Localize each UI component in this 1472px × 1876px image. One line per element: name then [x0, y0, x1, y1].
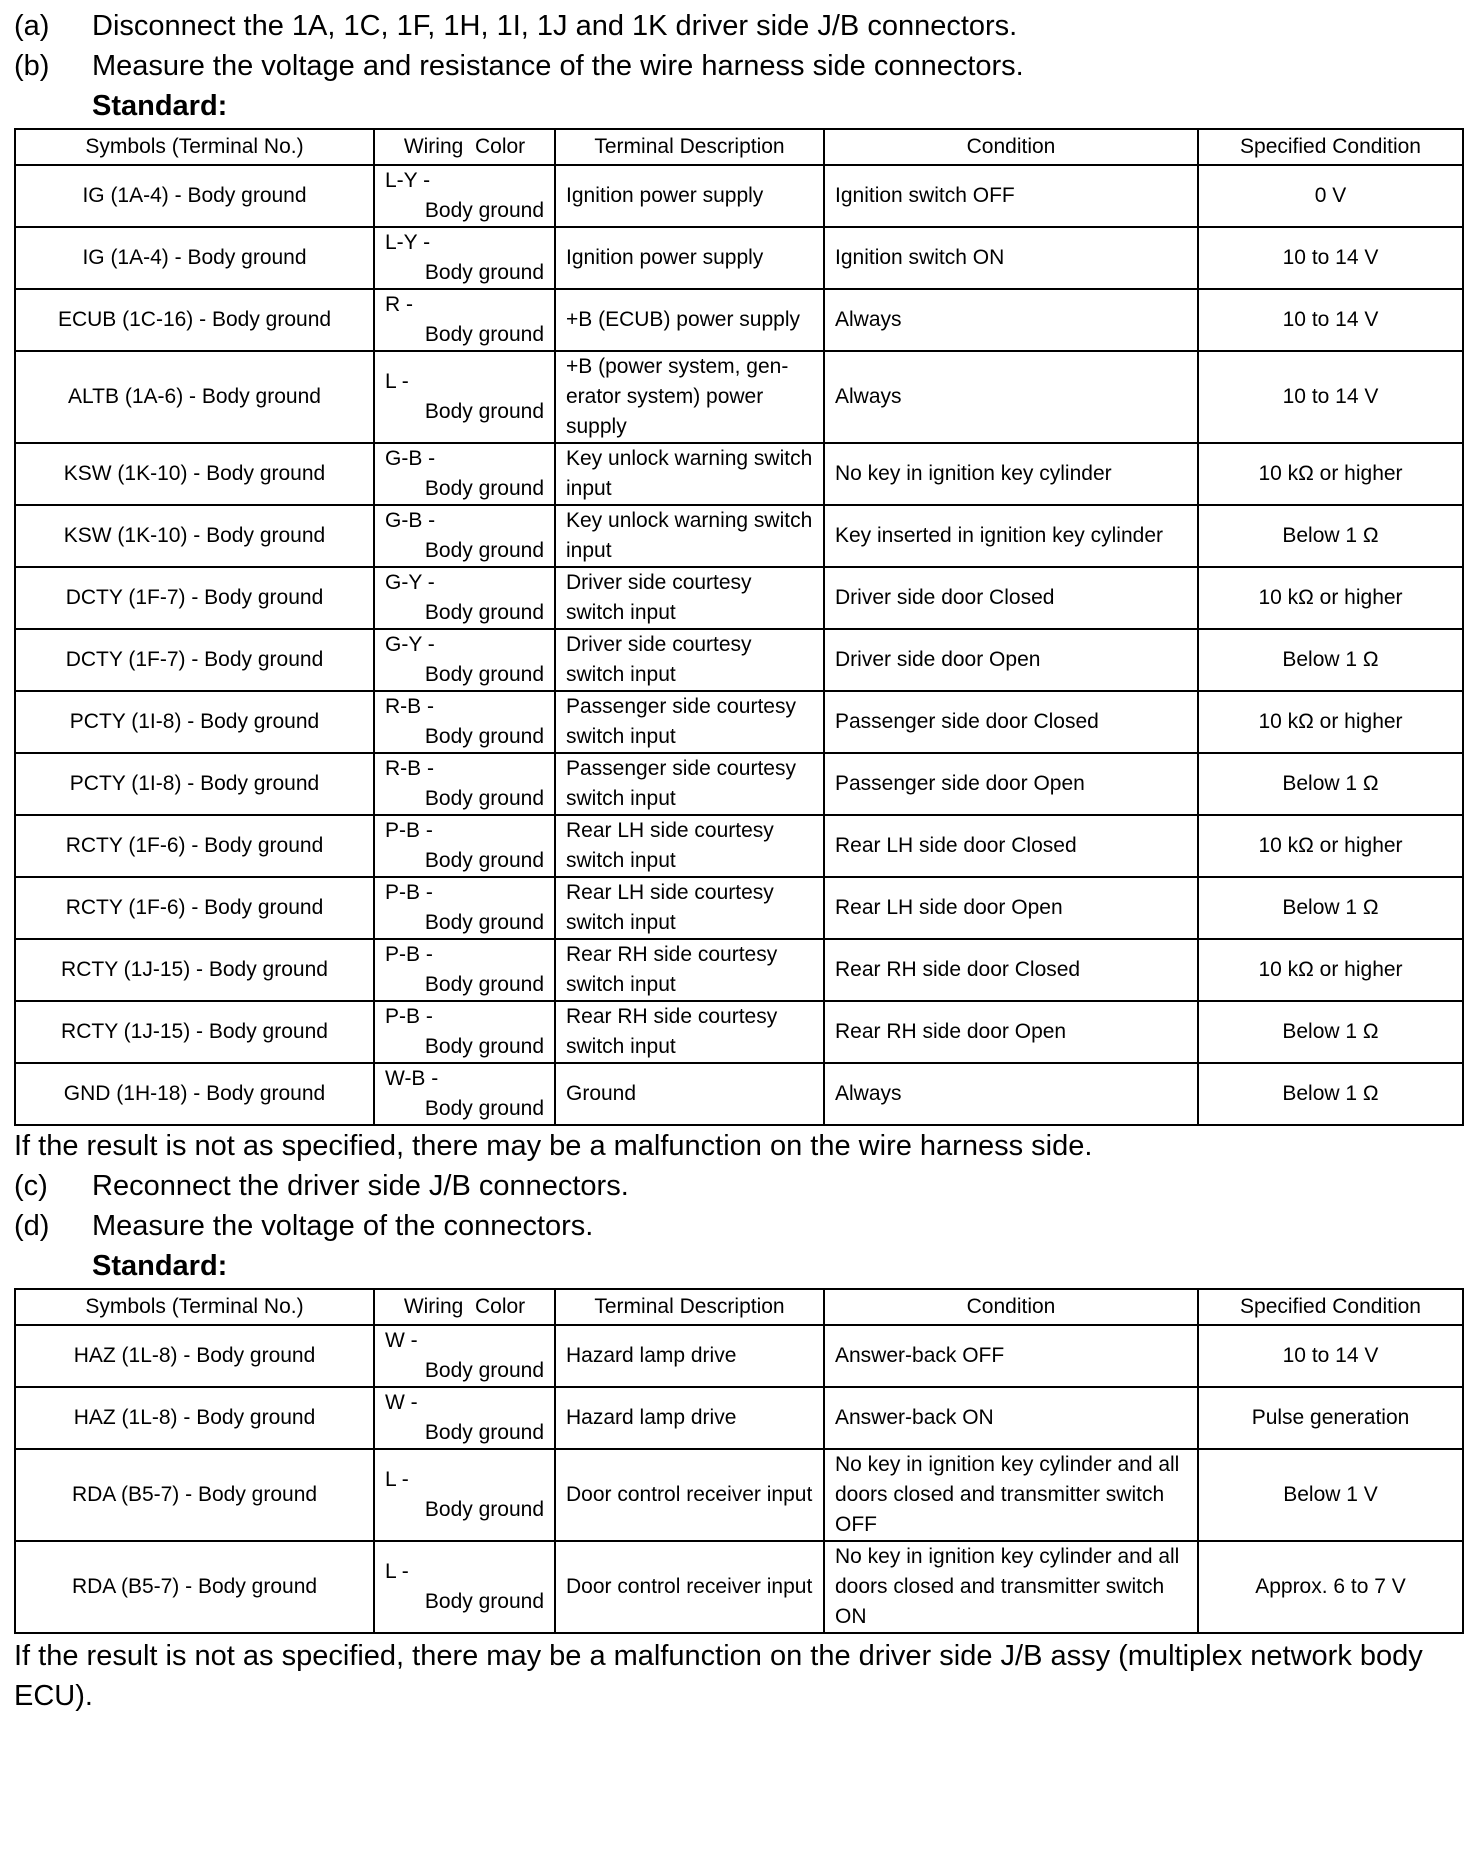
terminal-description-cell: +B (ECUB) power supply: [555, 289, 824, 351]
step-text: Measure the voltage and resistance of the wire harness side connectors.: [92, 50, 1024, 82]
terminal-symbol-cell: RCTY (1J-15) - Body ground: [15, 939, 374, 1001]
document-page: [14, 6, 1462, 1716]
table-row: [15, 691, 1463, 753]
wire-color: R-B -: [385, 757, 434, 780]
specified-condition-cell: 10 kΩ or higher: [1198, 815, 1463, 877]
table-row: [15, 1449, 1463, 1541]
step-text: Disconnect the 1A, 1C, 1F, 1H, 1I, 1J and 1K driver side J/B connectors.: [92, 10, 1018, 42]
wire-color: P-B -: [385, 943, 433, 966]
terminal-description-cell: Ignition power supply: [555, 227, 824, 289]
condition-cell: Key inserted in ignition key cylinder: [824, 505, 1198, 567]
wiring-color-cell: [374, 1001, 555, 1063]
step-d: [14, 1206, 1462, 1246]
table-row: [15, 1001, 1463, 1063]
wire-color: W-B -: [385, 1067, 439, 1090]
table-row: [15, 1387, 1463, 1449]
terminal-description-cell: Passenger side courtesy switch input: [555, 753, 824, 815]
terminal-description-cell: Hazard lamp drive: [555, 1387, 824, 1449]
specified-condition-cell: 10 to 14 V: [1198, 289, 1463, 351]
terminal-description-cell: Ground: [555, 1063, 824, 1125]
specified-condition-cell: Below 1 V: [1198, 1449, 1463, 1541]
table-header-row: [15, 1289, 1463, 1325]
table-row: [15, 939, 1463, 1001]
condition-cell: Rear RH side door Open: [824, 1001, 1198, 1063]
specified-condition-cell: Below 1 Ω: [1198, 505, 1463, 567]
terminal-symbol-cell: RCTY (1F-6) - Body ground: [15, 877, 374, 939]
table-row: [15, 753, 1463, 815]
condition-cell: Always: [824, 289, 1198, 351]
terminal-symbol-cell: DCTY (1F-7) - Body ground: [15, 567, 374, 629]
specified-condition-cell: Pulse generation: [1198, 1387, 1463, 1449]
wiring-color-cell: [374, 443, 555, 505]
terminal-symbol-cell: KSW (1K-10) - Body ground: [15, 505, 374, 567]
step-a: [14, 6, 1462, 46]
specified-condition-cell: 10 kΩ or higher: [1198, 939, 1463, 1001]
header-symbols: Symbols (Terminal No.): [15, 129, 374, 165]
terminal-description-cell: Ignition power supply: [555, 165, 824, 227]
header-wiring-color: Wiring Color: [374, 129, 555, 165]
wire-ground: Body ground: [424, 911, 544, 934]
step-label: (d): [14, 1210, 50, 1242]
specified-condition-cell: Below 1 Ω: [1198, 1063, 1463, 1125]
terminal-description-cell: +B (power system, gen-erator system) power supply: [555, 351, 824, 443]
terminal-symbol-cell: RCTY (1J-15) - Body ground: [15, 1001, 374, 1063]
wire-ground: Body ground: [424, 539, 544, 562]
terminal-description-cell: Driver side courtesy switch input: [555, 629, 824, 691]
specified-condition-cell: 10 kΩ or higher: [1198, 567, 1463, 629]
wiring-color-cell: [374, 691, 555, 753]
terminal-description-cell: Door control receiver input: [555, 1449, 824, 1541]
condition-cell: Passenger side door Open: [824, 753, 1198, 815]
table-row: [15, 443, 1463, 505]
terminal-symbol-cell: ALTB (1A-6) - Body ground: [15, 351, 374, 443]
table-row: [15, 351, 1463, 443]
header-wiring-color: Wiring Color: [374, 1289, 555, 1325]
table-row: [15, 877, 1463, 939]
specified-condition-cell: 10 to 14 V: [1198, 351, 1463, 443]
terminal-symbol-cell: GND (1H-18) - Body ground: [15, 1063, 374, 1125]
wire-color: G-Y -: [385, 571, 435, 594]
terminal-symbol-cell: KSW (1K-10) - Body ground: [15, 443, 374, 505]
wiring-color-cell: [374, 165, 555, 227]
condition-cell: Ignition switch OFF: [824, 165, 1198, 227]
table-header-row: [15, 129, 1463, 165]
wire-color: L-Y -: [385, 169, 431, 192]
wire-color: L-Y -: [385, 231, 431, 254]
wire-color: L -: [385, 370, 409, 393]
step-label: (c): [14, 1170, 48, 1202]
terminal-symbol-cell: RCTY (1F-6) - Body ground: [15, 815, 374, 877]
header-terminal-description: Terminal Description: [555, 1289, 824, 1325]
terminal-description-cell: Rear LH side courtesy switch input: [555, 815, 824, 877]
specified-condition-cell: Below 1 Ω: [1198, 753, 1463, 815]
wire-color: G-Y -: [385, 633, 435, 656]
wiring-color-cell: [374, 1387, 555, 1449]
table-row: [15, 227, 1463, 289]
condition-cell: Ignition switch ON: [824, 227, 1198, 289]
terminal-description-cell: Key unlock warning switch input: [555, 505, 824, 567]
terminal-description-cell: Rear RH side courtesy switch input: [555, 939, 824, 1001]
connector-voltage-table: [14, 1288, 1464, 1634]
wire-color: L -: [385, 1560, 409, 1583]
step-b: [14, 46, 1462, 86]
specified-condition-cell: Below 1 Ω: [1198, 629, 1463, 691]
standard-heading-2: Standard:: [92, 1250, 228, 1282]
wiring-color-cell: [374, 753, 555, 815]
step-c: [14, 1166, 1462, 1206]
wire-ground: Body ground: [424, 787, 544, 810]
wire-color: W -: [385, 1329, 418, 1352]
header-condition: Condition: [824, 1289, 1198, 1325]
wiring-color-cell: [374, 227, 555, 289]
wire-color: P-B -: [385, 1005, 433, 1028]
specified-condition-cell: 10 kΩ or higher: [1198, 443, 1463, 505]
terminal-symbol-cell: IG (1A-4) - Body ground: [15, 227, 374, 289]
wire-color: R-B -: [385, 695, 434, 718]
condition-cell: Always: [824, 1063, 1198, 1125]
wire-ground: Body ground: [424, 1097, 544, 1120]
note-wire-harness: If the result is not as specified, there may be a malfunction on the wire harness side.: [14, 1130, 1093, 1162]
specified-condition-cell: 10 to 14 V: [1198, 1325, 1463, 1387]
note-jb-assy: If the result is not as specified, there may be a malfunction on the driver side J/B assy (multiplex network body ECU).: [14, 1640, 1423, 1712]
terminal-symbol-cell: HAZ (1L-8) - Body ground: [15, 1325, 374, 1387]
header-condition: Condition: [824, 129, 1198, 165]
wire-ground: Body ground: [424, 849, 544, 872]
terminal-symbol-cell: PCTY (1I-8) - Body ground: [15, 753, 374, 815]
wire-color: R -: [385, 293, 413, 316]
harness-spec-table: [14, 128, 1464, 1126]
table-row: [15, 289, 1463, 351]
standard-heading: Standard:: [92, 90, 228, 122]
wire-ground: Body ground: [424, 261, 544, 284]
table-row: [15, 505, 1463, 567]
terminal-symbol-cell: DCTY (1F-7) - Body ground: [15, 629, 374, 691]
condition-cell: Rear LH side door Open: [824, 877, 1198, 939]
wire-ground: Body ground: [424, 323, 544, 346]
terminal-description-cell: Passenger side courtesy switch input: [555, 691, 824, 753]
header-specified-condition: Specified Condition: [1198, 1289, 1463, 1325]
wiring-color-cell: [374, 505, 555, 567]
terminal-description-cell: Key unlock warning switch input: [555, 443, 824, 505]
wire-ground: Body ground: [424, 1498, 544, 1521]
step-label: (a): [14, 10, 50, 42]
wire-color: W -: [385, 1391, 418, 1414]
condition-cell: No key in ignition key cylinder and all doors closed and transmitter switch OFF: [824, 1449, 1198, 1541]
table-row: [15, 165, 1463, 227]
terminal-symbol-cell: IG (1A-4) - Body ground: [15, 165, 374, 227]
wiring-color-cell: [374, 1063, 555, 1125]
wire-color: L -: [385, 1468, 409, 1491]
condition-cell: Rear RH side door Closed: [824, 939, 1198, 1001]
wire-ground: Body ground: [424, 1359, 544, 1382]
condition-cell: Passenger side door Closed: [824, 691, 1198, 753]
condition-cell: Rear LH side door Closed: [824, 815, 1198, 877]
specified-condition-cell: 10 kΩ or higher: [1198, 691, 1463, 753]
terminal-symbol-cell: RDA (B5-7) - Body ground: [15, 1449, 374, 1541]
wire-ground: Body ground: [424, 725, 544, 748]
specified-condition-cell: 0 V: [1198, 165, 1463, 227]
header-specified-condition: Specified Condition: [1198, 129, 1463, 165]
table-row: [15, 567, 1463, 629]
terminal-symbol-cell: PCTY (1I-8) - Body ground: [15, 691, 374, 753]
terminal-description-cell: Driver side courtesy switch input: [555, 567, 824, 629]
header-terminal-description: Terminal Description: [555, 129, 824, 165]
specified-condition-cell: Below 1 Ω: [1198, 877, 1463, 939]
wire-color: P-B -: [385, 881, 433, 904]
step-text: Reconnect the driver side J/B connectors.: [92, 1170, 629, 1202]
wire-ground: Body ground: [424, 477, 544, 500]
terminal-description-cell: Rear RH side courtesy switch input: [555, 1001, 824, 1063]
wiring-color-cell: [374, 289, 555, 351]
wire-ground: Body ground: [424, 1035, 544, 1058]
specified-condition-cell: Approx. 6 to 7 V: [1198, 1541, 1463, 1633]
wire-color: G-B -: [385, 447, 436, 470]
table-row: [15, 1325, 1463, 1387]
terminal-symbol-cell: HAZ (1L-8) - Body ground: [15, 1387, 374, 1449]
table-row: [15, 629, 1463, 691]
table-row: [15, 1541, 1463, 1633]
terminal-description-cell: Hazard lamp drive: [555, 1325, 824, 1387]
step-text: Measure the voltage of the connectors.: [92, 1210, 594, 1242]
wire-ground: Body ground: [424, 1590, 544, 1613]
wiring-color-cell: [374, 567, 555, 629]
condition-cell: No key in ignition key cylinder: [824, 443, 1198, 505]
terminal-symbol-cell: RDA (B5-7) - Body ground: [15, 1541, 374, 1633]
table-row: [15, 1063, 1463, 1125]
wire-color: P-B -: [385, 819, 433, 842]
header-symbols: Symbols (Terminal No.): [15, 1289, 374, 1325]
wiring-color-cell: [374, 1541, 555, 1633]
condition-cell: Answer-back OFF: [824, 1325, 1198, 1387]
wire-ground: Body ground: [424, 1421, 544, 1444]
wiring-color-cell: [374, 877, 555, 939]
condition-cell: Driver side door Open: [824, 629, 1198, 691]
wire-ground: Body ground: [424, 400, 544, 423]
wiring-color-cell: [374, 939, 555, 1001]
wiring-color-cell: [374, 351, 555, 443]
wire-color: G-B -: [385, 509, 436, 532]
wire-ground: Body ground: [424, 199, 544, 222]
wiring-color-cell: [374, 629, 555, 691]
condition-cell: Always: [824, 351, 1198, 443]
wiring-color-cell: [374, 1325, 555, 1387]
terminal-description-cell: Rear LH side courtesy switch input: [555, 877, 824, 939]
wire-ground: Body ground: [424, 663, 544, 686]
wiring-color-cell: [374, 1449, 555, 1541]
specified-condition-cell: Below 1 Ω: [1198, 1001, 1463, 1063]
condition-cell: Driver side door Closed: [824, 567, 1198, 629]
terminal-description-cell: Door control receiver input: [555, 1541, 824, 1633]
step-label: (b): [14, 50, 50, 82]
condition-cell: Answer-back ON: [824, 1387, 1198, 1449]
terminal-symbol-cell: ECUB (1C-16) - Body ground: [15, 289, 374, 351]
specified-condition-cell: 10 to 14 V: [1198, 227, 1463, 289]
wire-ground: Body ground: [424, 973, 544, 996]
wiring-color-cell: [374, 815, 555, 877]
wire-ground: Body ground: [424, 601, 544, 624]
table-row: [15, 815, 1463, 877]
condition-cell: No key in ignition key cylinder and all doors closed and transmitter switch ON: [824, 1541, 1198, 1633]
